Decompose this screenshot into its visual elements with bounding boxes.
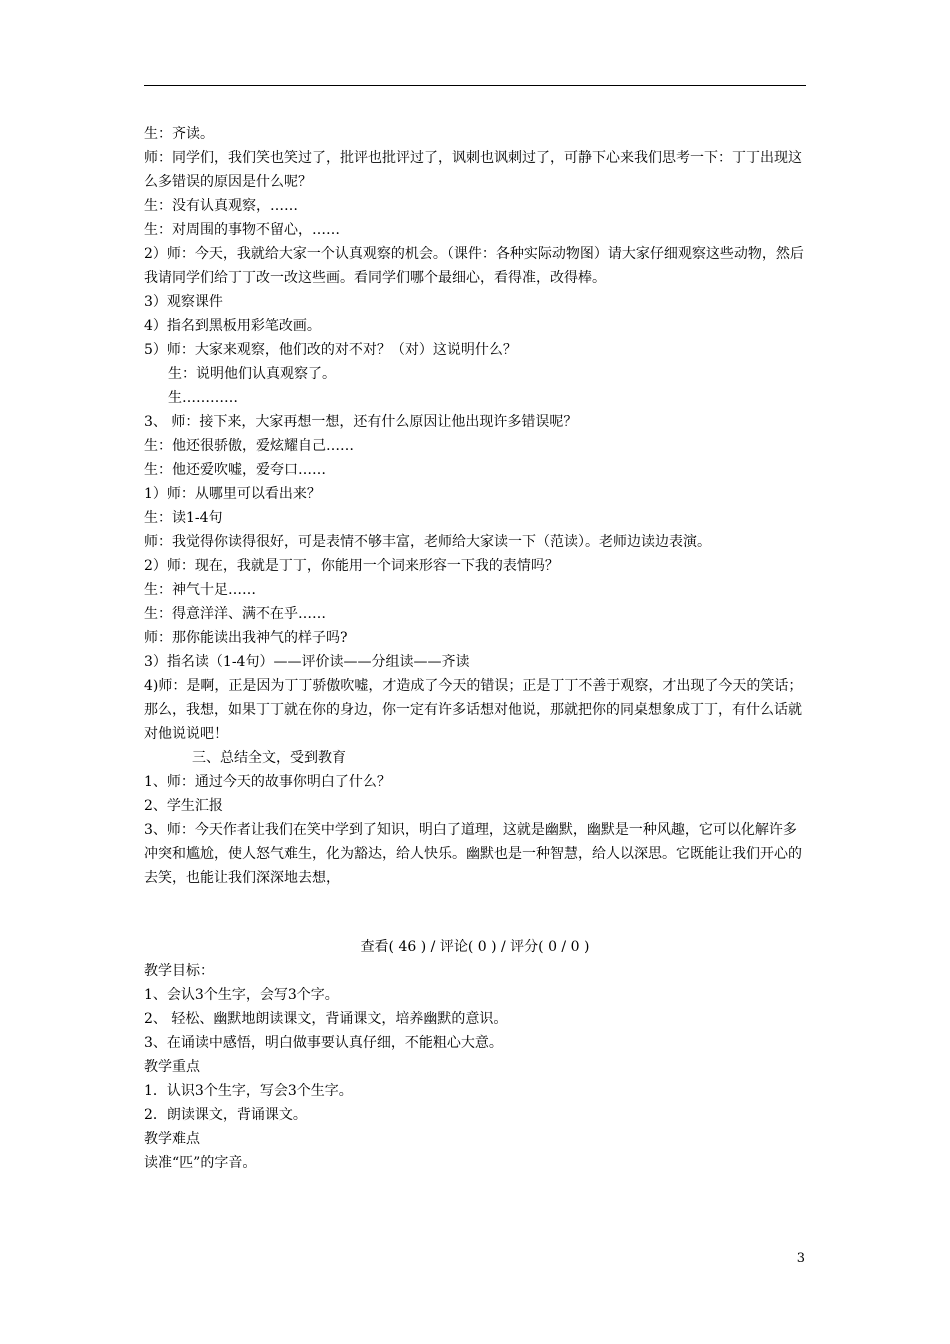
text-line: 5）师：大家来观察，他们改的对不对？（对）这说明什么？ [144,342,517,358]
header-rule [144,85,806,86]
text-line: 2）师：现在，我就是丁丁，你能用一个词来形容一下我的表情吗？ [144,558,559,574]
section-heading: 三、总结全文，受到教育 [192,750,346,766]
text-line: 生：他还很骄傲，爱炫耀自己…… [144,438,354,454]
text-line: 生：神气十足…… [144,582,256,598]
document-body [144,122,806,1175]
text-line: 2．朗读课文，背诵课文。 [144,1107,307,1123]
text-line-indented: 生：说明他们认真观察了。 [168,366,336,382]
text-line: 教学重点 [144,1059,200,1075]
text-line: 生：得意洋洋、满不在乎…… [144,606,326,622]
text-line: 生：读1-4句 [144,510,223,526]
text-line: 生：对周围的事物不留心，…… [144,222,340,238]
text-line: 师：同学们，我们笑也笑过了，批评也批评过了，讽刺也讽刺过了，可静下心来我们思考一下：丁丁出现这么多错误的原因是什么呢？ [144,150,802,190]
text-line: 3、师：今天作者让我们在笑中学到了知识，明白了道理，这就是幽默，幽默是一种风趣，它可以化解许多冲突和尴尬，使人怒气难生，化为豁达，给人快乐。幽默也是一种智慧，给人以深思。它既能让我们开心的去笑，也能让我们深深地去想， [144,822,802,886]
text-line: 教学目标： [144,963,214,979]
page-number: 3 [796,1251,805,1266]
text-line: 2、 轻松、幽默地朗读课文，背诵课文，培养幽默的意识。 [144,1011,508,1027]
text-line: 教学难点 [144,1131,200,1147]
text-line: 2）师：今天，我就给大家一个认真观察的机会。（课件：各种实际动物图）请大家仔细观察这些动物，然后我请同学们给丁丁改一改这些画。看同学们哪个最细心，看得准，改得棒。 [144,246,804,286]
text-line: 3）观察课件 [144,294,223,310]
text-line: 生：齐读。 [144,126,214,142]
text-line: 4）指名到黑板用彩笔改画。 [144,318,321,334]
text-line: 师：那你能读出我神气的样子吗? [144,630,348,646]
text-line: 3、在诵读中感悟，明白做事要认真仔细，不能粗心大意。 [144,1035,503,1051]
text-line: 生：没有认真观察，…… [144,198,298,214]
text-line: 读准“匹”的字音。 [144,1155,257,1171]
text-line: 4)师：是啊，正是因为丁丁骄傲吹嘘，才造成了今天的错误；正是丁丁不善于观察，才出现了今天的笑话；那么，我想，如果丁丁就在你的身边，你一定有许多话想对他说，那就把你的同桌想象成丁丁，有什么话就对他说说吧！ [144,678,803,742]
text-line: 1、会认3个生字，会写3个字。 [144,987,339,1003]
text-line: 2、学生汇报 [144,798,223,814]
spacer [144,890,806,935]
text-line: 生：他还爱吹嘘，爱夸口…… [144,462,326,478]
text-line-indented: 生………… [168,390,238,406]
text-line: 3、 师：接下来，大家再想一想，还有什么原因让他出现许多错误呢？ [144,414,578,430]
text-line: 3）指名读（1-4句）——评价读——分组读——齐读 [144,654,470,670]
text-line: 1、师：通过今天的故事你明白了什么？ [144,774,391,790]
stats-line: 查看( 46 ) / 评论( 0 ) / 评分( 0 / 0 ) [360,939,590,955]
text-line: 1）师：从哪里可以看出来？ [144,486,321,502]
text-line: 师：我觉得你读得很好，可是表情不够丰富，老师给大家读一下（范读）。老师边读边表演。 [144,534,711,550]
text-line: 1．认识3个生字，写会3个生字。 [144,1083,353,1099]
